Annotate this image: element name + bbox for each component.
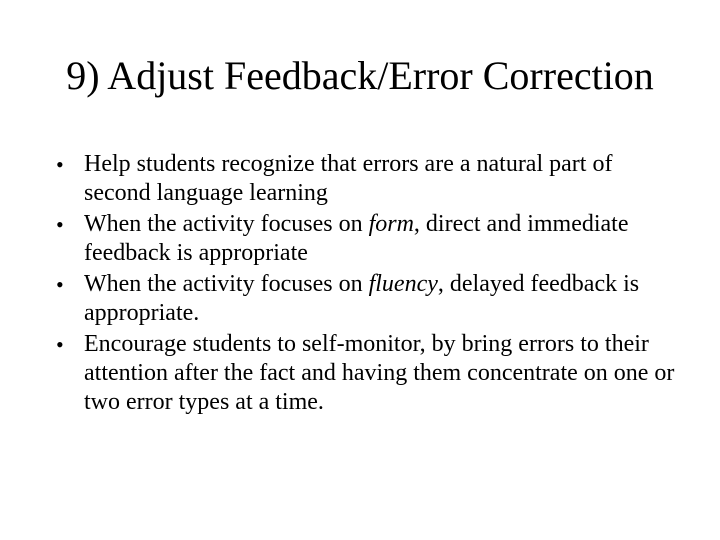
- bullet-text-after: , delayed feedback is appropriate.: [84, 271, 640, 326]
- bullet-text-before: When the activity focuses on: [84, 211, 369, 237]
- bullet-text-after: , direct and immediate feedback is appropriate: [84, 211, 629, 266]
- bullet-list: [56, 150, 676, 419]
- slide-title: 9) Adjust Feedback/Error Correction: [66, 53, 654, 98]
- bullet-marker: •: [56, 212, 64, 237]
- bullet-item-2: [56, 210, 676, 268]
- bullet-item-3: [56, 270, 676, 328]
- bullet-text-before: When the activity focuses on: [84, 271, 369, 297]
- bullet-text: Help students recognize that errors are a natural part of second language learning: [84, 151, 613, 206]
- bullet-emphasis: form: [368, 211, 414, 237]
- bullet-marker: •: [56, 272, 64, 297]
- bullet-emphasis: fluency: [368, 271, 438, 297]
- bullet-marker: •: [56, 152, 64, 177]
- bullet-text: Encourage students to self-monitor, by bring errors to their attention after the fact and having them concentrate on one or two error types at a time.: [84, 331, 675, 415]
- bullet-item-1: [56, 150, 676, 208]
- bullet-item-4: [56, 330, 676, 417]
- bullet-marker: •: [56, 332, 64, 357]
